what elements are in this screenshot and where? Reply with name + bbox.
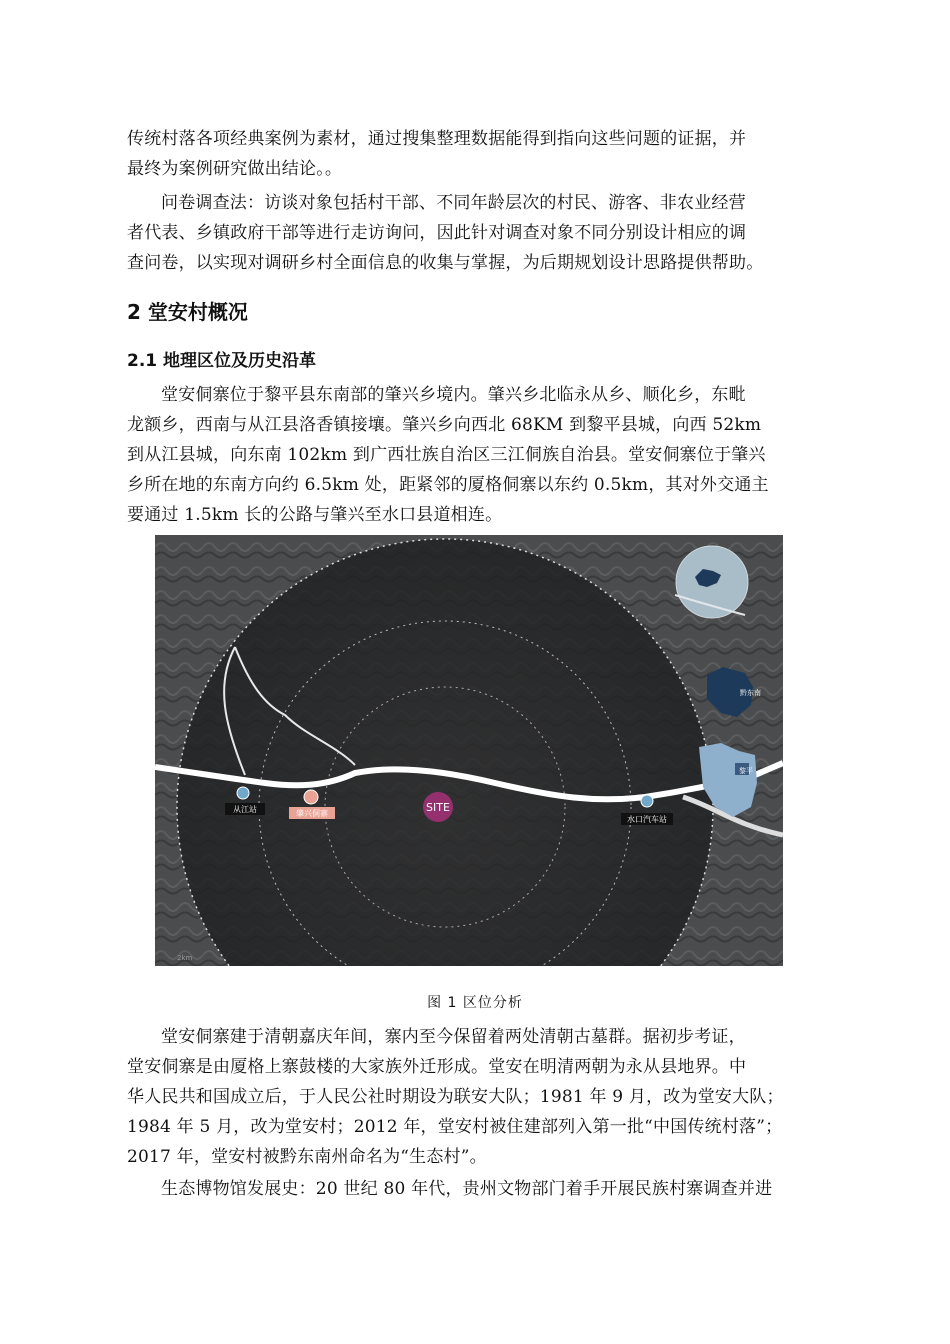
- congjiang-station-marker: [237, 787, 249, 799]
- text-line: 到从江县城，向东南 102km 到广西壮族自治区三江侗族自治县。堂安侗寨位于肇兴: [127, 445, 766, 465]
- text-line: 问卷调查法：访谈对象包括村干部、不同年龄层次的村民、游客、非农业经营: [161, 193, 746, 213]
- shuikou-station-marker: [641, 795, 653, 807]
- zhaoxing-marker: [304, 790, 318, 804]
- text-line: 生态博物馆发展史：20 世纪 80 年代，贵州文物部门着手开展民族村寨调查并进: [161, 1179, 773, 1199]
- text-line: 华人民共和国成立后，于人民公社时期设为联安大队；1981 年 9 月，改为堂安大队；: [127, 1087, 784, 1107]
- text-line: 1984 年 5 月，改为堂安村；2012 年，堂安村被住建部列入第一批“中国传统村落”；: [127, 1117, 783, 1137]
- paragraph-questionnaire: [127, 188, 823, 278]
- text-line: 查问卷，以实现对调研乡村全面信息的收集与掌握，为后期规划设计思路提供帮助。: [127, 253, 764, 273]
- text-line: 要通过 1.5km 长的公路与肇兴至水口县道相连。: [127, 505, 503, 525]
- text-line: 龙额乡，西南与从江县洛香镇接壤。肇兴乡向西北 68KM 到黎平县城，向西 52km: [127, 415, 762, 435]
- paragraph-case-study: [127, 124, 823, 184]
- text-line: 最终为案例研究做出结论。。: [127, 159, 343, 179]
- text-line: 乡所在地的东南方向约 6.5km 处，距紧邻的厦格侗寨以东约 0.5km，其对外交通主: [127, 475, 769, 495]
- location-map-figure: [155, 535, 783, 966]
- paragraph-history: [127, 1022, 823, 1172]
- qiandongnan-label: 黔东南: [740, 689, 761, 697]
- paragraph-eco-museum: [127, 1174, 823, 1204]
- subsection-heading: 2.1 地理区位及历史沿革: [127, 351, 317, 371]
- scale-label: 2km: [177, 954, 193, 962]
- text-line: 者代表、乡镇政府干部等进行走访询问，因此针对调查对象不同分别设计相应的调: [127, 223, 747, 243]
- site-label: SITE: [426, 801, 450, 814]
- text-line: 传统村落各项经典案例为素材，通过搜集整理数据能得到指向这些问题的证据，并: [127, 129, 747, 149]
- text-line: 堂安侗寨位于黎平县东南部的肇兴乡境内。肇兴乡北临永从乡、顺化乡，东毗: [161, 385, 746, 405]
- paragraph-location: [127, 380, 823, 530]
- liping-label: 黎平: [739, 767, 753, 775]
- section-heading: 2 堂安村概况: [127, 300, 248, 324]
- zhaoxing-label: 肇兴侗寨: [296, 809, 328, 818]
- map-graphic: [155, 535, 783, 966]
- text-line: 堂安侗寨是由厦格上寨鼓楼的大家族外迁形成。堂安在明清两朝为永从县地界。中: [127, 1057, 747, 1077]
- text-line: 堂安侗寨建于清朝嘉庆年间，寨内至今保留着两处清朝古墓群。据初步考证，: [161, 1027, 746, 1047]
- text-line: 2017 年，堂安村被黔东南州命名为“生态村”。: [127, 1147, 487, 1167]
- shuikou-label: 水口汽车站: [627, 815, 667, 824]
- congjiang-label: 从江站: [233, 805, 257, 814]
- figure-caption: 图 1 区位分析: [427, 995, 523, 1011]
